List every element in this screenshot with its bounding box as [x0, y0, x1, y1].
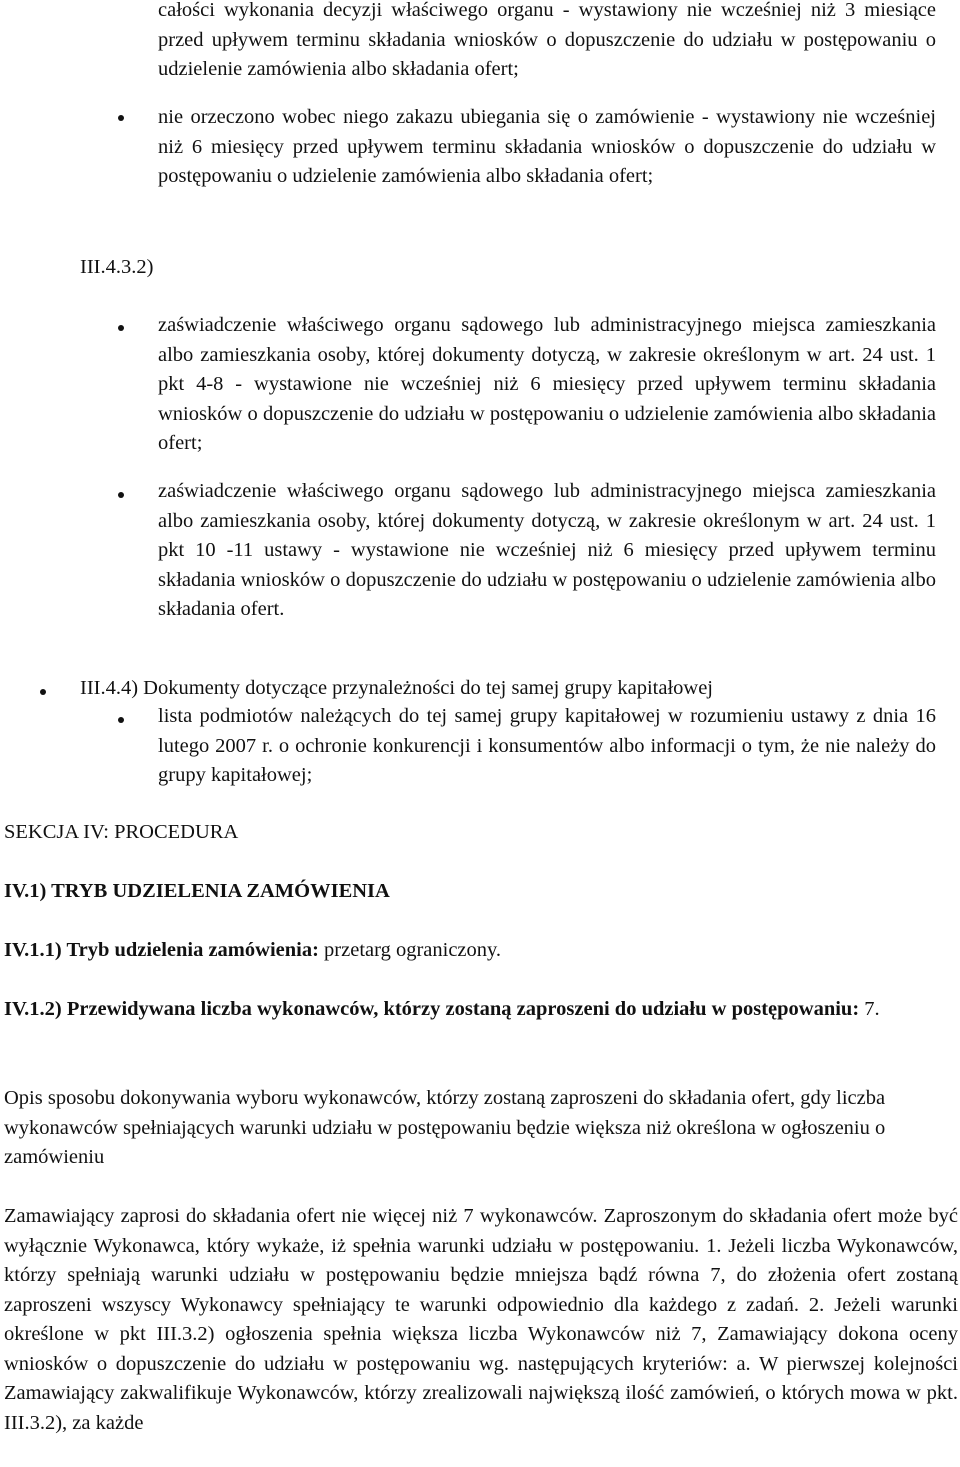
row-IV-1-1	[4, 936, 501, 966]
bullet-item-art-4-8: zaświadczenie właściwego organu sądowego lub administracyjnego miejsca zamieszkania albo zamieszkania osoby, której dokumenty dotyczą, w zakresie określonym w art. 24 ust. 1 pkt 4-8 - wystawione nie wcześniej niż 6 miesięcy przed upływem terminu składania wniosków o dopuszczenie do udziału w postępowaniu o udzielenie zamówienia albo składania ofert;	[158, 314, 936, 454]
value-IV-1-1: przetarg ograniczony.	[324, 939, 502, 961]
value-IV-1-2: 7.	[864, 998, 880, 1020]
heading-III-4-4: III.4.4) Dokumenty dotyczące przynależności do tej samej grupy kapitałowej	[80, 677, 713, 699]
opis-heading: Opis sposobu dokonywania wyboru wykonawców, którzy zostaną zaproszeni do składania ofert, gdy liczba wykonawców spełniających warunki udziału w postępowaniu będzie większa niż określona w ogłoszeniu o zamówieniu	[4, 1087, 886, 1168]
opis-body: Zamawiający zaprosi do składania ofert nie więcej niż 7 wykonawców. Zaproszonym do składania ofert może być wyłącznie Wykonawca, który wykaże, iż spełnia warunki udziału w postępowaniu. 1. Jeżeli liczba Wykonawców, którzy spełniają warunki udziału w postępowaniu będzie mniejsza bądź równa 7, do złożenia ofert zostaną zaproszeni wszyscy Wykonawcy spełniający te warunki odpowiednio dla każdego z zadań. 2. Jeżeli warunki określone w pkt III.3.2) ogłoszenia spełnia większa liczba Wykonawców niż 7, Zamawiający dokona oceny wniosków o dopuszczenie do udziału w postępowaniu wg. następujących kryteriów: a. W pierwszej kolejności Zamawiający zakwalifikuje Wykonawców, którzy zrealizowali największą ilość zamówień, o których mowa w pkt. III.3.2), za każde	[4, 1205, 958, 1434]
bullet-item-grupa-kapitalowa: lista podmiotów należących do tej samej grupy kapitałowej w rozumieniu ustawy z dnia 16 lutego 2007 r. o ochronie konkurencji i konsumentów albo informacji o tym, że nie należy do grupy kapitałowej;	[158, 705, 936, 786]
bullet-icon	[118, 492, 124, 498]
section-title: SEKCJA IV: PROCEDURA	[4, 821, 239, 843]
label-IV-1-1: IV.1.1) Tryb udzielenia zamówienia:	[4, 939, 319, 961]
bullet-icon	[118, 717, 124, 723]
section-number-III-4-3-2: III.4.3.2)	[80, 256, 154, 278]
bullet-item-art-10-11: zaświadczenie właściwego organu sądowego lub administracyjnego miejsca zamieszkania albo zamieszkania osoby, której dokumenty dotyczą, w zakresie określonym w art. 24 ust. 1 pkt 10 -11 ustawy - wystawione nie wcześniej niż 6 miesięcy przed upływem terminu składania wniosków o dopuszczenie do udziału w postępowaniu o udzielenie zamówienia albo składania ofert.	[158, 480, 936, 620]
bullet-icon	[118, 115, 124, 121]
bullet-item-zakaz: nie orzeczono wobec niego zakazu ubiegania się o zamówienie - wystawiony nie wcześniej niż 6 miesięcy przed upływem terminu składania wniosków o dopuszczenie do udziału w postępowaniu o udzielenie zamówienia albo składania ofert;	[158, 106, 936, 187]
row-IV-1-2	[4, 995, 936, 1025]
heading-IV-1: IV.1) TRYB UDZIELENIA ZAMÓWIENIA	[4, 880, 390, 902]
bullet-icon	[118, 325, 124, 331]
continuation-paragraph: całości wykonania decyzji właściwego organu - wystawiony nie wcześniej niż 3 miesiące przed upływem terminu składania wniosków o dopuszczenie do udziału w postępowaniu o udzielenie zamówienia albo składania ofert;	[158, 0, 936, 80]
label-IV-1-2: IV.1.2) Przewidywana liczba wykonawców, którzy zostaną zaproszeni do udziału w postępowaniu:	[4, 998, 860, 1020]
bullet-icon	[40, 689, 46, 695]
